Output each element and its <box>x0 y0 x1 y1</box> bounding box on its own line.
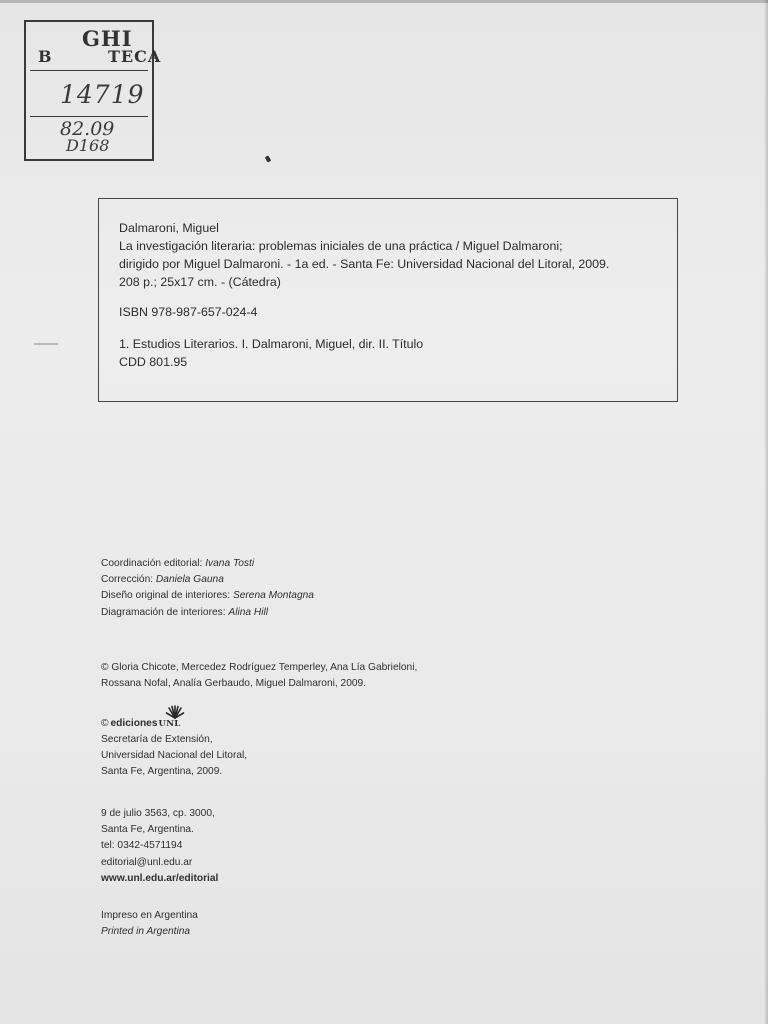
catalog-description-line: La investigación literaria: problemas iniciales de una práctica / Miguel Dalmaroni; <box>119 239 563 253</box>
credit-name: Daniela Gauna <box>155 574 224 586</box>
publisher-copyright-symbol: © <box>101 717 109 729</box>
address-website: www.unl.edu.ar/editorial <box>101 872 219 884</box>
address-city: Santa Fe, Argentina. <box>101 824 194 836</box>
stamp-header-row <box>30 22 162 71</box>
address-phone: tel: 0342-4571194 <box>101 840 183 852</box>
catalog-description-line: dirigido por Miguel Dalmaroni. - 1a ed. - Santa Fe: Universidad Nacional del Litoral, 2009. <box>119 257 610 271</box>
catalog-record-box <box>98 198 678 402</box>
ink-speck <box>265 155 271 162</box>
catalog-description-line: 208 p.; 25x17 cm. - (Cátedra) <box>119 275 281 289</box>
catalog-author: Dalmaroni, Miguel <box>119 221 219 235</box>
publisher-address <box>101 806 218 887</box>
copyright-notice <box>101 660 417 692</box>
credit-label: Diagramación de interiores: <box>101 606 229 618</box>
editorial-credits <box>101 556 314 621</box>
credit-name: Serena Montagna <box>232 590 314 602</box>
stamp-cutter-number: D168 <box>66 136 110 155</box>
page-right-edge <box>764 0 768 1024</box>
publisher-line: Santa Fe, Argentina, 2009. <box>101 766 223 778</box>
catalog-cdd: CDD 801.95 <box>119 355 188 369</box>
credit-label: Coordinación editorial: <box>101 558 206 569</box>
publisher-line: Universidad Nacional del Litoral, <box>101 750 248 762</box>
stamp-top-text: GHI <box>82 26 133 51</box>
stamp-accession-number: 14719 <box>60 80 145 109</box>
stamp-accession-row <box>30 72 148 117</box>
stamp-sub-left: B <box>38 47 53 66</box>
credit-name: Alina Hill <box>228 606 269 618</box>
publisher-logo-suffix: UNL <box>158 718 181 729</box>
address-email: editorial@unl.edu.ar <box>101 856 193 868</box>
library-stamp <box>24 20 162 161</box>
publisher-line: Secretaría de Extensión, <box>101 734 213 745</box>
copyright-line: Rossana Nofal, Analía Gerbaudo, Miguel Dalmaroni, 2009. <box>101 678 367 690</box>
sunburst-icon <box>165 704 185 720</box>
printed-english: Printed in Argentina <box>101 926 191 938</box>
credit-line <box>101 605 314 621</box>
credit-label: Diseño original de interiores: <box>101 590 233 602</box>
credit-line <box>101 556 314 572</box>
copyright-line: © Gloria Chicote, Mercedez Rodríguez Temperley, Ana Lía Gabrieloni, <box>101 662 418 673</box>
catalog-isbn: ISBN 978-987-657-024-4 <box>119 305 258 319</box>
publisher-info <box>101 710 247 781</box>
publisher-logo-text: ediciones <box>110 717 158 729</box>
catalog-subjects: 1. Estudios Literarios. I. Dalmaroni, Miguel, dir. II. Título <box>119 337 424 351</box>
credit-line <box>101 588 314 604</box>
stamp-classification-row <box>30 118 148 158</box>
credit-label: Corrección: <box>101 574 156 586</box>
page-top-edge <box>0 0 768 3</box>
faint-mark <box>34 343 58 345</box>
credit-line <box>101 572 314 588</box>
stamp-class-number: 82.09 <box>60 118 115 140</box>
address-street: 9 de julio 3563, cp. 3000, <box>101 808 215 819</box>
printed-spanish: Impreso en Argentina <box>101 910 198 921</box>
printed-notice <box>101 908 198 940</box>
credit-name: Ivana Tosti <box>205 558 255 569</box>
publisher-logo <box>101 710 247 732</box>
stamp-sub-right: TECA <box>108 47 162 66</box>
